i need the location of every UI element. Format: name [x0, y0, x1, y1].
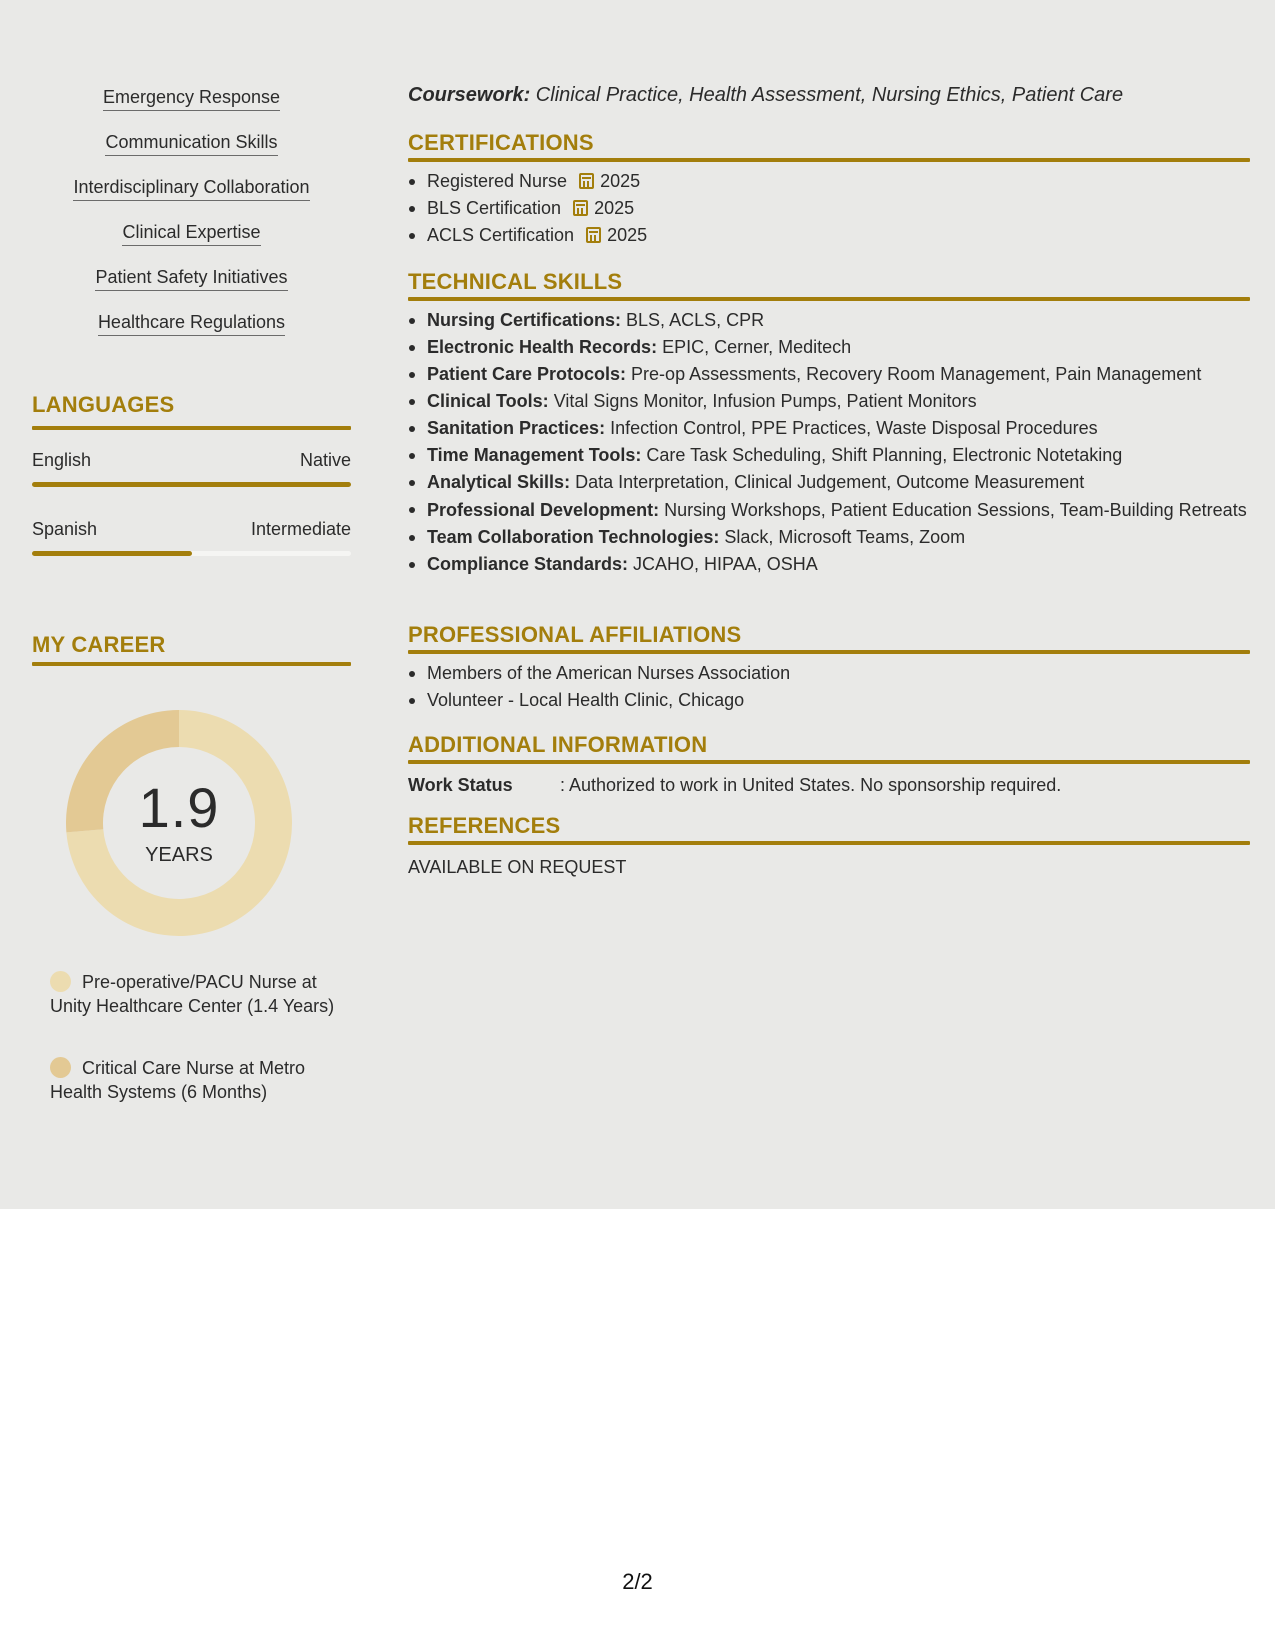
proficiency-bar: [32, 551, 351, 556]
proficiency-bar: [32, 482, 351, 487]
coursework: [408, 82, 1123, 108]
languages-section: [32, 392, 351, 430]
skill-item: Interdisciplinary Collaboration: [32, 176, 351, 221]
legend-dot: [50, 971, 71, 992]
calendar-icon: [579, 173, 594, 189]
technical-skill-item: Electronic Health Records: EPIC, Cerner, Meditech: [408, 334, 1250, 361]
additional-info-section: [408, 732, 1250, 797]
technical-skill-item: Nursing Certifications: BLS, ACLS, CPR: [408, 307, 1250, 334]
calendar-icon: [586, 227, 601, 243]
technical-skill-item: Time Management Tools: Care Task Scheduling, Shift Planning, Electronic Notetaking: [408, 442, 1250, 469]
coursework-text: Clinical Practice, Health Assessment, Nursing Ethics, Patient Care: [530, 84, 1124, 106]
career-total-years: 1.9: [138, 776, 220, 839]
certifications-section: [408, 130, 1250, 249]
skills-list: [32, 86, 351, 356]
proficiency-fill: [32, 482, 351, 487]
skill-item: Patient Safety Initiatives: [32, 266, 351, 311]
references-title: REFERENCES: [408, 813, 561, 838]
technical-skill-item: Professional Development: Nursing Workshops, Patient Education Sessions, Team-Building Retreats: [408, 496, 1250, 524]
language-name: Spanish: [32, 519, 98, 539]
skill-item: Communication Skills: [32, 131, 351, 176]
technical-skills-list: [408, 307, 1250, 578]
technical-skills-title: TECHNICAL SKILLS: [408, 269, 623, 294]
affiliation-item: Members of the American Nurses Association: [408, 660, 1250, 687]
references-text: AVAILABLE ON REQUEST: [408, 857, 627, 877]
technical-skill-item: Clinical Tools: Vital Signs Monitor, Infusion Pumps, Patient Monitors: [408, 388, 1250, 415]
affiliations-list: [408, 660, 1250, 714]
certification-item: Registered Nurse 2025: [408, 168, 1250, 195]
language-level: Intermediate: [250, 519, 351, 539]
legend-dot: [50, 1057, 71, 1078]
affiliations-title: PROFESSIONAL AFFILIATIONS: [408, 622, 742, 647]
career-legend-item: Critical Care Nurse at Metro Health Systems (6 Months): [50, 1058, 306, 1102]
affiliations-section: [408, 622, 1250, 714]
skill-item: Healthcare Regulations: [32, 311, 351, 356]
skill-item: Clinical Expertise: [32, 221, 351, 266]
section-divider: [32, 426, 351, 430]
language-name: English: [32, 450, 92, 470]
page-number: 2/2: [622, 1569, 653, 1594]
language-level: Native: [299, 450, 351, 470]
work-status-text: : Authorized to work in United States. No sponsorship required.: [560, 775, 1062, 795]
affiliation-item: Volunteer - Local Health Clinic, Chicago: [408, 687, 1250, 714]
technical-skill-item: Team Collaboration Technologies: Slack, Microsoft Teams, Zoom: [408, 524, 1250, 551]
technical-skill-item: Compliance Standards: JCAHO, HIPAA, OSHA: [408, 551, 1250, 578]
section-divider: [408, 158, 1250, 162]
technical-skill-item: Sanitation Practices: Infection Control, PPE Practices, Waste Disposal Procedures: [408, 415, 1250, 442]
proficiency-fill: [32, 551, 192, 556]
certification-item: BLS Certification 2025: [408, 195, 1250, 222]
technical-skill-item: Patient Care Protocols: Pre-op Assessments, Recovery Room Management, Pain Management: [408, 361, 1250, 388]
career-section: [32, 632, 351, 666]
section-divider: [32, 662, 351, 666]
section-divider: [408, 841, 1250, 845]
section-divider: [408, 650, 1250, 654]
certifications-title: CERTIFICATIONS: [408, 130, 594, 155]
career-unit: YEARS: [145, 844, 213, 866]
skill-item: Emergency Response: [32, 86, 351, 131]
references-section: [408, 813, 1250, 879]
languages-title: LANGUAGES: [32, 392, 175, 417]
work-status-label: Work Status: [408, 775, 513, 795]
technical-skill-item: Analytical Skills: Data Interpretation, Clinical Judgement, Outcome Measurement: [408, 469, 1250, 496]
section-divider: [408, 297, 1250, 301]
coursework-label: Coursework:: [408, 84, 531, 106]
technical-skills-section: [408, 269, 1250, 578]
additional-info-title: ADDITIONAL INFORMATION: [408, 732, 708, 757]
career-title: MY CAREER: [32, 632, 166, 657]
calendar-icon: [573, 200, 588, 216]
section-divider: [408, 760, 1250, 764]
certifications-list: [408, 168, 1250, 249]
certification-item: ACLS Certification 2025: [408, 222, 1250, 249]
career-legend-item: Pre-operative/PACU Nurse at Unity Healthcare Center (1.4 Years): [50, 972, 335, 1016]
work-status: [408, 773, 1250, 797]
